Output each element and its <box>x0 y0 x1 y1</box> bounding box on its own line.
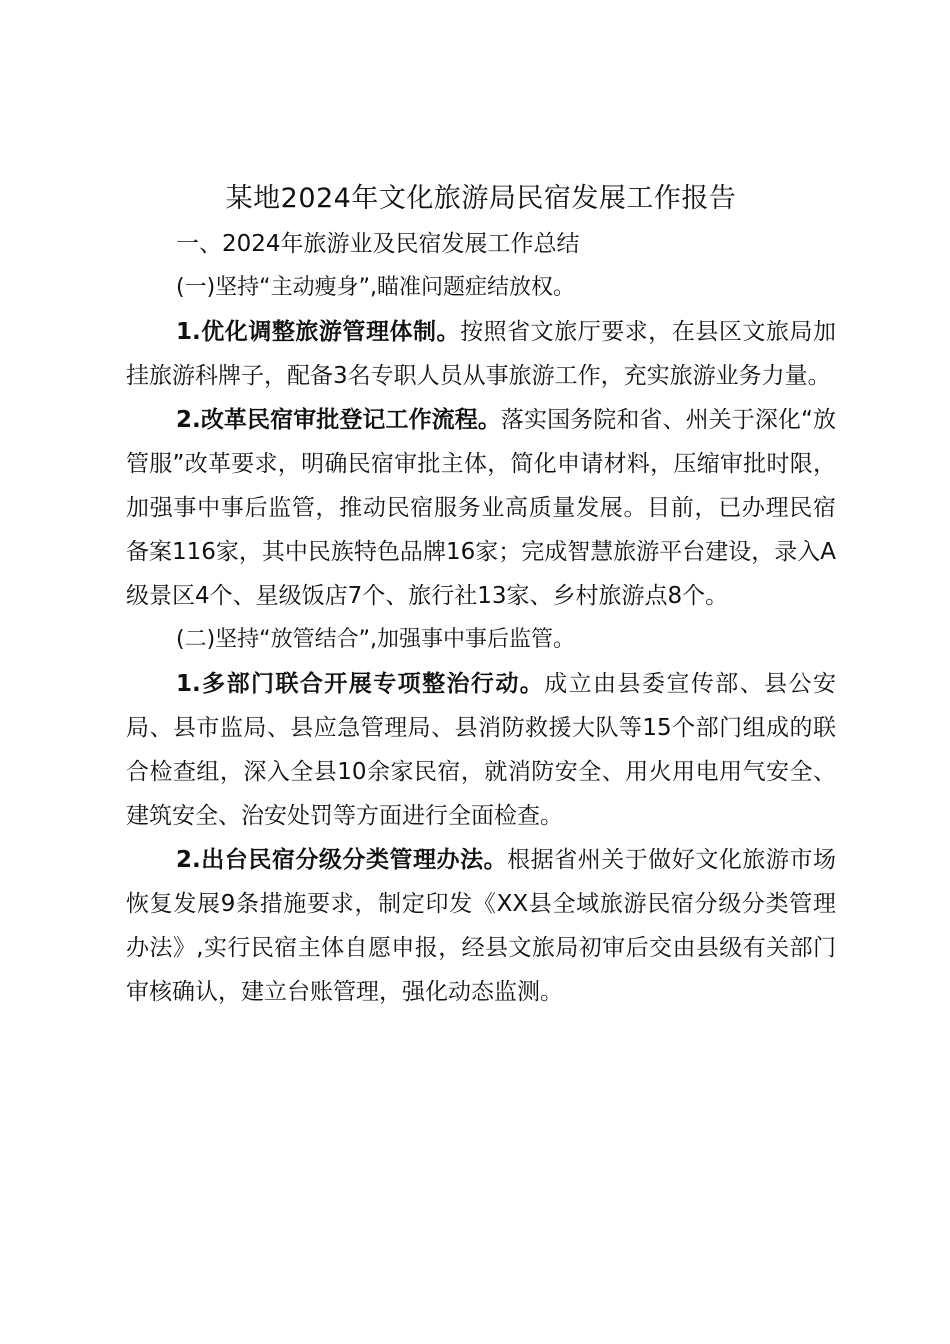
subsection-heading-2: (二)坚持“放管结合”,加强事中事后监管。 <box>176 627 575 652</box>
paragraph-item-1-2 <box>126 398 836 618</box>
paragraph-item-1-1 <box>126 310 836 398</box>
paragraph-item-2-1 <box>126 662 836 838</box>
paragraph-lead: 1.优化调整旅游管理体制。 <box>176 319 461 345</box>
paragraph-text: 落实国务院和省、州关于深化“放管服”改革要求，明确民宿审批主体，简化申请材料，压缩审批时限，加强事中事后监管，推动民宿服务业高质量发展。目前，已办理民宿备案116家，其中民族特色品牌16家；完成智慧旅游平台建设，录入A级景区4个、星级饭店7个、旅行社13家、乡村旅游点8个。 <box>126 407 836 609</box>
paragraph-lead: 2.出台民宿分级分类管理办法。 <box>176 847 508 873</box>
section-heading: 一、2024年旅游业及民宿发展工作总结 <box>176 231 580 257</box>
subsection-heading-1: (一)坚持“主动瘦身”,瞄准问题症结放权。 <box>176 275 575 300</box>
document-title: 某地2024年文化旅游局民宿发展工作报告 <box>225 183 737 214</box>
paragraph-text: 按照省文旅厅要求，在县区文旅局加挂旅游科牌子，配备3名专职人员从事旅游工作，充实旅游业务力量。 <box>126 319 836 389</box>
document-page <box>126 176 836 1014</box>
paragraph-lead: 2.改革民宿审批登记工作流程。 <box>176 407 501 433</box>
paragraph-lead: 1.多部门联合开展专项整治行动。 <box>176 671 545 697</box>
paragraph-text: 根据省州关于做好文化旅游市场恢复发展9条措施要求，制定印发《XX县全域旅游民宿分级分类管理办法》,实行民宿主体自愿申报，经县文旅局初审后交由县级有关部门审核确认，建立台账管理，强化动态监测。 <box>126 847 837 1005</box>
paragraph-item-2-2 <box>126 838 836 1014</box>
paragraph-text: 成立由县委宣传部、县公安局、县市监局、县应急管理局、县消防救援大队等15个部门组成的联合检查组，深入全县10余家民宿，就消防安全、用火用电用气安全、建筑安全、治安处罚等方面进行全面检查。 <box>126 671 836 829</box>
